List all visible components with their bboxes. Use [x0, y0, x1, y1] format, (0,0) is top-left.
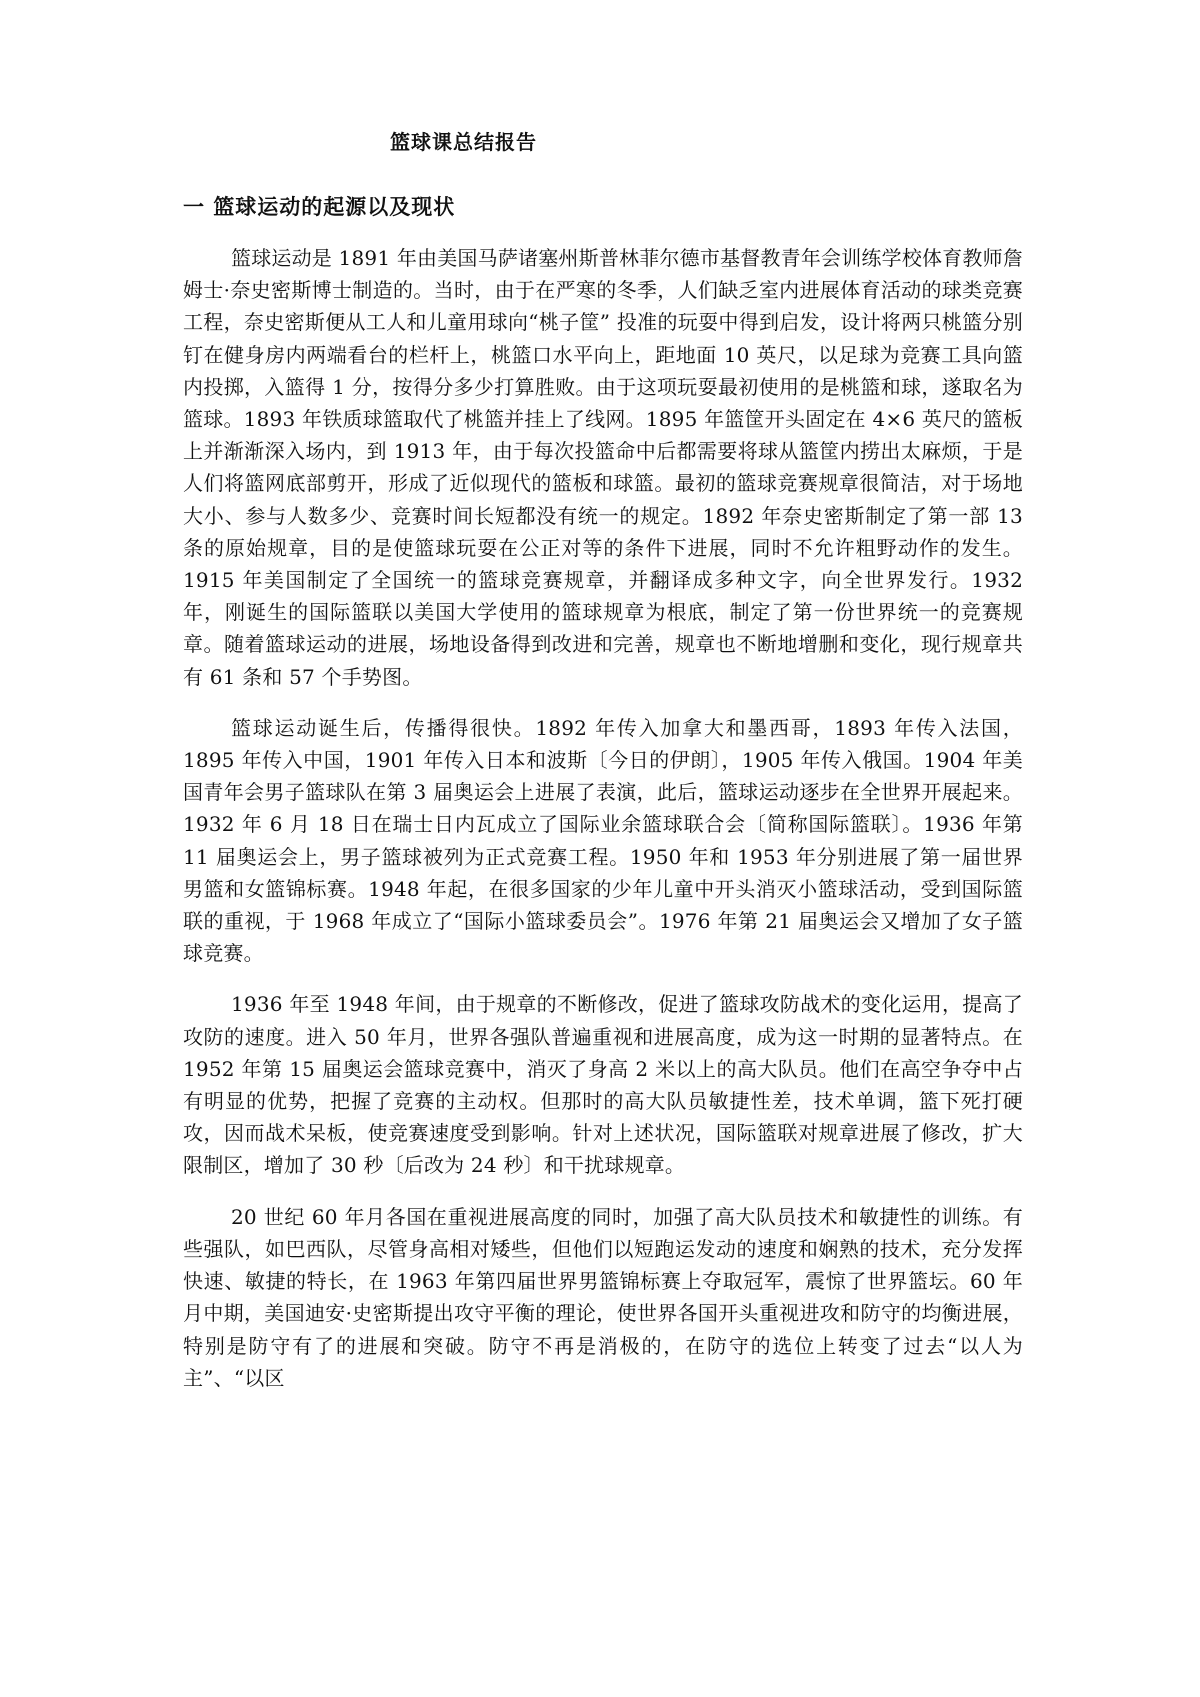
- document-body: [183, 242, 1023, 1413]
- document-title: 篮球课总结报告: [390, 130, 537, 154]
- paragraph-1936-1948: 1936 年至 1948 年间，由于规章的不断修改，促进了篮球攻防战术的变化运用，提高了攻防的速度。进入 50 年月，世界各强队普遍重视和进展高度，成为这一时期的显著特点。在 1952 年第 15 届奥运会篮球竞赛中，消灭了身高 2 米以上的高大队员。他们在高空争夺中占有明显的优势，把握了竞赛的主动权。但那时的高大队员敏捷性差，技术单调，篮下死打硬攻，因而战术呆板，使竞赛速度受到影响。针对上述状况，国际篮联对规章进展了修改，扩大限制区，增加了 30 秒〔后改为 24 秒〕和干扰球规章。: [183, 992, 1023, 1178]
- paragraph-spread: 篮球运动诞生后，传播得很快。1892 年传入加拿大和墨西哥，1893 年传入法国，1895 年传入中国，1901 年传入日本和波斯〔今日的伊朗〕，1905 年传入俄国。1904 年美国青年会男子篮球队在第 3 届奥运会上进展了表演，此后，篮球运动逐步在全世界开展起来。1932 年 6 月 18 日在瑞士日内瓦成立了国际业余篮球联合会〔简称国际篮联〕。1936 年第 11 届奥运会上，男子篮球被列为正式竞赛工程。1950 年和 1953 年分别进展了第一届世界男篮和女篮锦标赛。1948 年起，在很多国家的少年儿童中开头消灭小篮球活动，受到国际篮联的重视，于 1968 年成立了“国际小篮球委员会”。1976 年第 21 届奥运会又增加了女子篮球竞赛。: [183, 715, 1023, 966]
- paragraph-origin: 篮球运动是 1891 年由美国马萨诸塞州斯普林菲尔德市基督教青年会训练学校体育教师詹姆士·奈史密斯博士制造的。当时，由于在严寒的冬季，人们缺乏室内进展体育活动的球类竞赛工程，奈史密斯便从工人和儿童用球向“桃子筐” 投准的玩耍中得到启发，设计将两只桃篮分别钉在健身房内两端看台的栏杆上，桃篮口水平向上，距地面 10 英尺，以足球为竞赛工具向篮内投掷，入篮得 1 分，按得分多少打算胜败。由于这项玩耍最初使用的是桃篮和球，遂取名为篮球。1893 年铁质球篮取代了桃篮并挂上了线网。1895 年篮筐开头固定在 4×6 英尺的篮板上并渐渐深入场内，到 1913 年，由于每次投篮命中后都需要将球从篮筐内捞出太麻烦，于是人们将篮网底部剪开，形成了近似现代的篮板和球篮。最初的篮球竞赛规章很简洁，对于场地大小、参与人数多少、竞赛时间长短都没有统一的规定。1892 年奈史密斯制定了第一部 13 条的原始规章，目的是使篮球玩耍在公正对等的条件下进展，同时不允许粗野动作的发生。1915 年美国制定了全国统一的篮球竞赛规章，并翻译成多种文字，向全世界发行。1932 年，刚诞生的国际篮联以美国大学使用的篮球规章为根底，制定了第一份世界统一的竞赛规章。随着篮球运动的进展，场地设备得到改进和完善，规章也不断地增删和变化，现行规章共有 61 条和 57 个手势图。: [183, 246, 1024, 689]
- paragraph-1960s: 20 世纪 60 年月各国在重视进展高度的同时，加强了高大队员技术和敏捷性的训练。有些强队，如巴西队，尽管身高相对矮些，但他们以短跑运发动的速度和娴熟的技术，充分发挥快速、敏捷的特长，在 1963 年第四届世界男篮锦标赛上夺取冠军，震惊了世界篮坛。60 年月中期，美国迪安·史密斯提出攻守平衡的理论，使世界各国开头重视进攻和防守的均衡进展，特别是防守有了的进展和突破。防守不再是消极的，在防守的选位上转变了过去“以人为主”、“以区: [183, 1204, 1023, 1390]
- section-heading: 一 篮球运动的起源以及现状: [183, 195, 456, 219]
